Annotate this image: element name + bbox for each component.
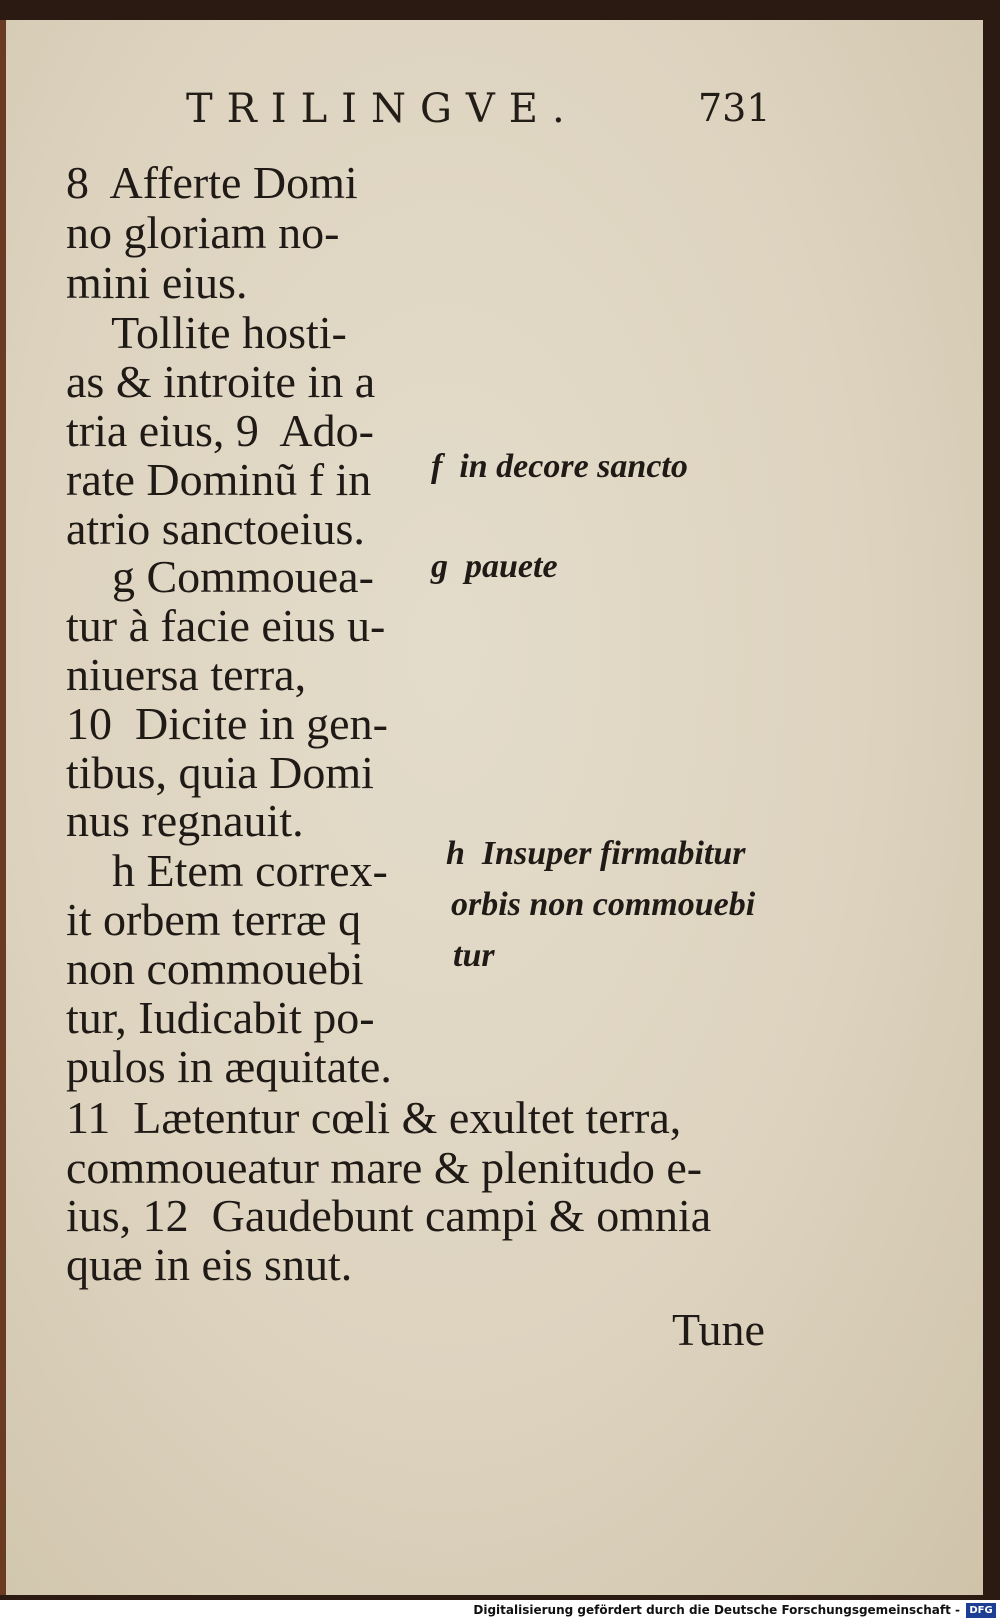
text-line: mini eius. [66,257,248,308]
text-line: g Commouea- [66,551,374,602]
book-page [0,20,983,1595]
text-line: niuersa terra, [66,649,307,700]
margin-gloss: tur [453,937,495,974]
margin-gloss: orbis non commouebi [451,886,756,923]
text-line: pulos in æquitate. [66,1041,392,1092]
text-line: non commouebi [66,943,364,994]
text-line: tur à facie eius u- [66,600,386,651]
catchword: Tune [672,1304,765,1355]
text-line: Tollite hosti- [66,307,347,358]
text-line: atrio sanctoeius. [66,503,365,554]
margin-gloss: h Insuper firmabitur [446,835,746,872]
funding-credit: Digitalisierung gefördert durch die Deutsche Forschungsgemeinschaft - [473,1603,960,1617]
text-line: 10 Dicite in gen- [66,698,388,749]
text-line: 11 Lætentur cœli & exultet terra, [66,1092,682,1143]
text-line: 8 Afferte Domi [66,157,358,208]
text-line: quæ in eis snut. [66,1239,353,1290]
running-header: TRILINGVE. [186,86,579,132]
dfg-logo: DFG [966,1603,996,1618]
text-line: no gloriam no- [66,207,340,258]
text-line: as & introite in a [66,356,376,407]
text-line: tibus, quia Domi [66,747,374,798]
text-line: commoueatur mare & plenitudo e- [66,1142,703,1193]
text-line: rate Dominũ f in [66,454,372,505]
margin-gloss: g pauete [431,548,558,585]
text-line: it orbem terræ q [66,894,362,945]
text-line: tria eius, 9 Ado- [66,405,374,456]
footer-bar [0,1600,1000,1622]
text-line: h Etem correx- [66,845,388,896]
page-number: 731 [698,86,771,130]
text-line: tur, Iudicabit po- [66,992,375,1043]
text-line: nus regnauit. [66,795,304,846]
text-line: ius, 12 Gaudebunt campi & omnia [66,1190,712,1241]
margin-gloss: f in decore sancto [431,448,688,485]
